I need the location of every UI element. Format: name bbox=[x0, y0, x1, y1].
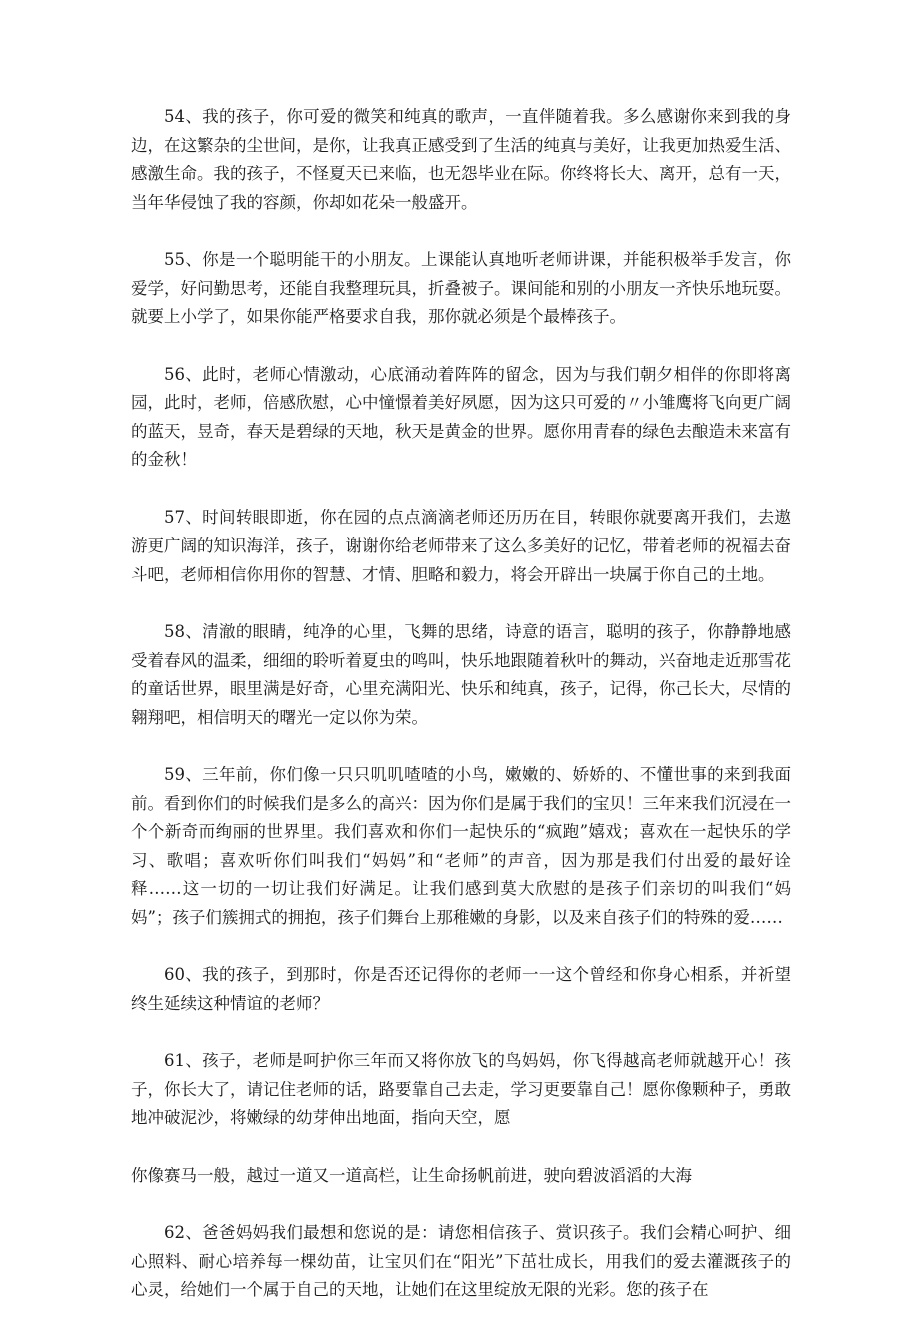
paragraph-56: 56、此时，老师心情激动，心底涌动着阵阵的留念，因为与我们朝夕相伴的你即将离园，此时，老师，倍感欣慰，心中憧憬着美好夙愿，因为这只可爱的〃小雏鹰将飞向更广阔的蓝天，昱奇，春天是碧绿的天地，秋天是黄金的世界。愿你用青春的绿色去酿造未来富有的金秋！ bbox=[131, 364, 791, 469]
paragraph-58: 58、清澈的眼睛，纯净的心里，飞舞的思绪，诗意的语言，聪明的孩子，你静静地感受着春风的温柔，细细的聆听着夏虫的鸣叫，快乐地跟随着秋叶的舞动，兴奋地走近那雪花的童话世界，眼里满是好奇，心里充满阳光、快乐和纯真，孩子，记得，你己长大，尽情的翱翔吧，相信明天的曙光一定以你为荣。 bbox=[131, 622, 791, 727]
paragraph-61: 61、孩子，老师是呵护你三年而又将你放飞的鸟妈妈，你飞得越高老师就越开心！孩子，你长大了，请记住老师的话，路要靠自己去走，学习更要靠自己！愿你像颗种子，勇敢地冲破泥沙，将嫩绿的幼芽伸出地面，指向天空，愿 bbox=[131, 1051, 791, 1127]
paragraph-61-continuation: 你像赛马一般，越过一道又一道高栏，让生命扬帆前进，驶向碧波滔滔的大海 bbox=[131, 1165, 692, 1185]
paragraph-55: 55、你是一个聪明能干的小朋友。上课能认真地听老师讲课，并能积极举手发言，你爱学，好问勤思考，还能自我整理玩具，折叠被子。课间能和别的小朋友一齐快乐地玩耍。就要上小学了，如果你能严格要求自我，那你就必须是个最棒孩子。 bbox=[131, 250, 791, 326]
document-body bbox=[131, 103, 791, 1334]
paragraph-59: 59、三年前，你们像一只只叽叽喳喳的小鸟，嫩嫩的、娇娇的、不懂世事的来到我面前。看到你们的时候我们是多么的高兴：因为你们是属于我们的宝贝！三年来我们沉浸在一个个新奇而绚丽的世界里。我们喜欢和你们一起快乐的“疯跑”嬉戏；喜欢在一起快乐的学习、歌唱；喜欢听你们叫我们“妈妈”和“老师”的声音，因为那是我们付出爱的最好诠释……这一切的一切让我们好满足。让我们感到莫大欣慰的是孩子们亲切的叫我们“妈妈”；孩子们簇拥式的拥抱，孩子们舞台上那稚嫩的身影，以及来自孩子们的特殊的爱…… bbox=[131, 765, 791, 927]
paragraph-54: 54、我的孩子，你可爱的微笑和纯真的歌声，一直伴随着我。多么感谢你来到我的身边，在这繁杂的尘世间，是你，让我真正感受到了生活的纯真与美好，让我更加热爱生活、感激生命。我的孩子，不怪夏天已来临，也无怨毕业在际。你终将长大、离开，总有一天，当年华侵蚀了我的容颜，你却如花朵一般盛开。 bbox=[131, 107, 791, 212]
paragraph-57: 57、时间转眼即逝，你在园的点点滴滴老师还历历在目，转眼你就要离开我们，去遨游更广阔的知识海洋，孩子，谢谢你给老师带来了这么多美好的记忆，带着老师的祝福去奋斗吧，老师相信你用你的智慧、才情、胆略和毅力，将会开辟出一块属于你自己的土地。 bbox=[131, 507, 791, 584]
paragraph-62: 62、爸爸妈妈我们最想和您说的是：请您相信孩子、赏识孩子。我们会精心呵护、细心照料、耐心培养每一棵幼苗，让宝贝们在“阳光”下茁壮成长，用我们的爱去灌溉孩子的心灵，给她们一个属于自己的天地，让她们在这里绽放无限的光彩。您的孩子在 bbox=[131, 1223, 791, 1299]
paragraph-60: 60、我的孩子，到那时，你是否还记得你的老师一一这个曾经和你身心相系，并祈望终生延续这种情谊的老师？ bbox=[131, 965, 791, 1013]
